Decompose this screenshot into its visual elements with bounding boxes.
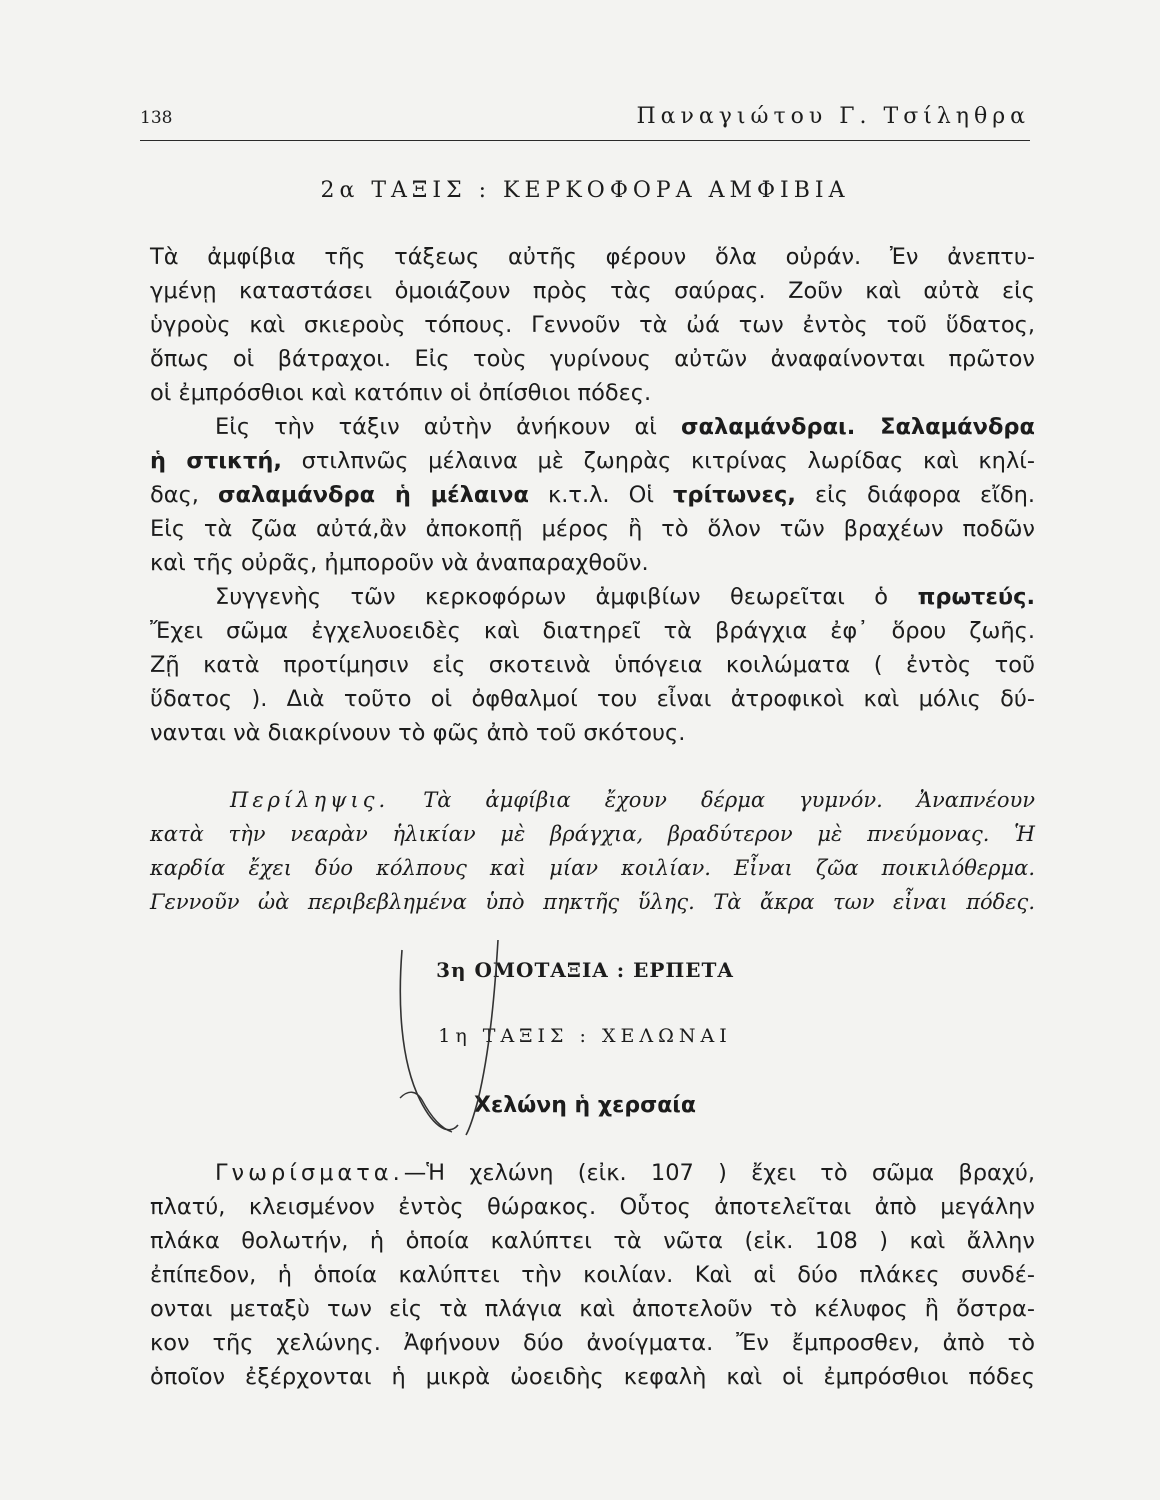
- text-run: κ.τ.λ. Οἱ: [528, 482, 674, 508]
- p4-line-2: πλατύ, κλεισμένον ἐντὸς θώρακος. Οὗτος ἀποτελεῖται ἀπὸ μεγάλην: [150, 1194, 1035, 1220]
- p1-line-5: οἱ ἐμπρόσθιοι καὶ κατόπιν οἱ ὀπίσθιοι πόδες.: [150, 380, 652, 406]
- term-salamandrai: σαλαμάνδραι. Σαλαμάνδρα: [680, 414, 1035, 440]
- p3-line-5: νανται νὰ διακρίνουν τὸ φῶς ἀπὸ τοῦ σκότους.: [150, 720, 686, 746]
- text-run: —Ἡ χελώνη (εἰκ. 107 ) ἔχει τὸ σῶμα βραχύ,: [403, 1160, 1035, 1186]
- p4-line-4: ἐπίπεδον, ἡ ὁποία καλύπτει τὴν κοιλίαν. Καὶ αἱ δύο πλάκες συνδέ-: [150, 1262, 1035, 1288]
- summary-label: Περίληψις.: [230, 788, 390, 812]
- p3-line-1: [215, 584, 1035, 610]
- p4-line-6: κον τῆς χελώνης. Ἀφήνουν δύο ἀνοίγματα. Ἔν ἔμπροσθεν, ἀπὸ τὸ: [150, 1330, 1035, 1356]
- p2-line-5: καὶ τῆς οὐρᾶς, ἠμποροῦν νὰ ἀναπαραχθοῦν.: [150, 550, 649, 576]
- summary-line-2: κατὰ τὴν νεαρὰν ἡλικίαν μὲ βράγχια, βραδύτερον μὲ πνεύμονας. Ἡ: [150, 822, 1035, 846]
- p4-line-1: [215, 1160, 1035, 1186]
- page-header: [140, 100, 1030, 141]
- order-title-2: 1η ΤΑΞΙΣ : ΧΕΛΩΝΑΙ: [438, 1025, 732, 1047]
- term-stikti: ἡ στικτή,: [150, 448, 282, 474]
- text-run: Εἰς τὴν τάξιν αὐτὴν ἀνήκουν αἱ: [215, 414, 681, 440]
- running-head: Παναγιώτου Γ. Τσίληθρα: [636, 104, 1030, 129]
- term-tritones: τρίτωνες,: [673, 482, 796, 508]
- p2-line-3: [150, 482, 1035, 508]
- p4-line-7: ὁποῖον ἐξέρχονται ἡ μικρὰ ὠοειδὴς κεφαλὴ καὶ οἱ ἐμπρόσθιοι πόδες: [150, 1364, 1035, 1390]
- term-proteus: πρωτεύς.: [917, 584, 1035, 610]
- page-number: 138: [140, 108, 173, 128]
- p1-line-4: ὅπως οἱ βάτραχοι. Εἰς τοὺς γυρίνους αὐτῶν ἀναφαίνονται πρῶτον: [150, 346, 1035, 372]
- p3-line-2: Ἔχει σῶμα ἐγχελυοειδὲς καὶ διατηρεῖ τὰ βράγχια ἐφ᾽ ὅρου ζωῆς.: [150, 618, 1035, 644]
- text-run: εἰς διάφορα εἴδη.: [795, 482, 1035, 508]
- p2-line-1: [215, 414, 1035, 440]
- text-run: Συγγενὴς τῶν κερκοφόρων ἀμφιβίων θεωρεῖται ὁ: [215, 584, 918, 610]
- class-title: 3η ΟΜΟΤΑΞΙΑ : ΕΡΠΕΤΑ: [436, 958, 734, 982]
- p1-line-2: γμένῃ καταστάσει ὁμοιάζουν πρὸς τὰς σαύρας. Ζοῦν καὶ αὐτὰ εἰς: [150, 278, 1035, 304]
- summary-line-4: Γεννοῦν ὠὰ περιβεβλημένα ὑπὸ πηκτῆς ὕλης. Τὰ ἄκρα των εἶναι πόδες.: [150, 890, 1035, 914]
- text-run: στιλπνῶς μέλαινα μὲ ζωηρὰς κιτρίνας λωρίδας καὶ κηλί-: [281, 448, 1035, 474]
- species-title: Χελώνη ἡ χερσαία: [474, 1093, 696, 1118]
- p2-line-4: Εἰς τὰ ζῶα αὐτά,ἂν ἀποκοπῇ μέρος ἢ τὸ ὅλον τῶν βραχέων ποδῶν: [150, 516, 1035, 542]
- summary-line-3: καρδία ἔχει δύο κόλπους καὶ μίαν κοιλίαν. Εἶναι ζῶα ποικιλόθερμα.: [150, 856, 1035, 880]
- text-run: δας,: [150, 482, 219, 508]
- p3-line-4: ὕδατος ). Διὰ τοῦτο οἱ ὀφθαλμοί του εἶναι ἀτροφικοὶ καὶ μόλις δύ-: [150, 686, 1035, 712]
- order-title: 2α ΤΑΞΙΣ : ΚΕΡΚΟΦΟΡΑ ΑΜΦΙΒΙΑ: [320, 178, 850, 203]
- p1-line-3: ὑγροὺς καὶ σκιεροὺς τόπους. Γεννοῦν τὰ ὠά των ἐντὸς τοῦ ὕδατος,: [150, 312, 1035, 338]
- term-melaina: σαλαμάνδρα ἡ μέλαινα: [218, 482, 529, 508]
- p3-line-3: Ζῇ κατὰ προτίμησιν εἰς σκοτεινὰ ὑπόγεια κοιλώματα ( ἐντὸς τοῦ: [150, 652, 1035, 678]
- p1-line-1: Τὰ ἀμφίβια τῆς τάξεως αὐτῆς φέρουν ὅλα οὐράν. Ἐν ἀνεπτυ-: [150, 244, 1035, 270]
- p2-line-2: [150, 448, 1035, 474]
- gnorismata-label: Γνωρίσματα.: [215, 1160, 404, 1186]
- text-run: Τὰ ἀμφίβια ἔχουν δέρμα γυμνόν. Ἀναπνέουν: [389, 788, 1035, 812]
- p4-line-3: πλάκα θολωτήν, ἡ ὁποία καλύπτει τὰ νῶτα (εἰκ. 108 ) καὶ ἄλλην: [150, 1228, 1035, 1254]
- summary-line-1: [230, 788, 1035, 812]
- p4-line-5: ονται μεταξὺ των εἰς τὰ πλάγια καὶ ἀποτελοῦν τὸ κέλυφος ἢ ὄστρα-: [150, 1296, 1035, 1322]
